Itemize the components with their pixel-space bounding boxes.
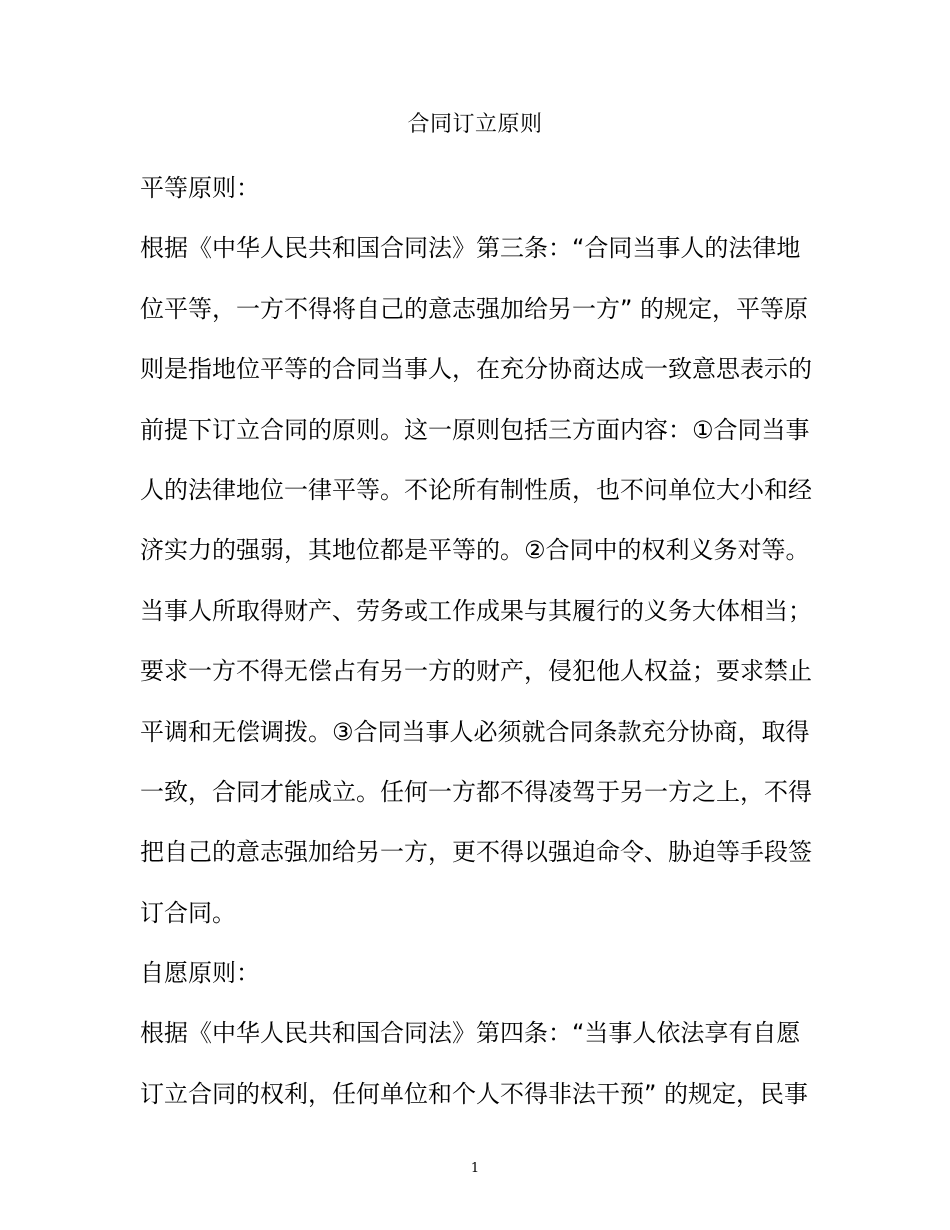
body-line: 济实力的强弱，其地位都是平等的。②合同中的权利义务对等。 bbox=[140, 536, 810, 565]
body-line: 则是指地位平等的合同当事人，在充分协商达成一致意思表示的 bbox=[140, 355, 812, 384]
body-line: 订立合同的权利，任何单位和个人不得非法干预” 的规定，民事 bbox=[140, 1079, 809, 1108]
section-heading-voluntariness: 自愿原则： bbox=[140, 959, 260, 988]
page-number: 1 bbox=[470, 1161, 480, 1176]
body-line: 前提下订立合同的原则。这一原则包括三方面内容：①合同当事 bbox=[140, 415, 810, 444]
body-line: 订合同。 bbox=[140, 898, 236, 927]
body-line: 一致，合同才能成立。任何一方都不得凌驾于另一方之上，不得 bbox=[140, 777, 812, 806]
body-line: 平调和无偿调拨。③合同当事人必须就合同条款充分协商，取得 bbox=[140, 717, 810, 746]
body-line: 位平等，一方不得将自己的意志强加给另一方” 的规定，平等原 bbox=[140, 294, 809, 323]
body-line: 当事人所取得财产、劳务或工作成果与其履行的义务大体相当； bbox=[140, 596, 812, 625]
body-line: 人的法律地位一律平等。不论所有制性质，也不问单位大小和经 bbox=[140, 475, 812, 504]
body-line: 根据《中华人民共和国合同法》第三条：“合同当事人的法律地 bbox=[140, 234, 801, 263]
section-heading-equality: 平等原则： bbox=[140, 174, 260, 202]
document-body bbox=[140, 158, 820, 1124]
body-line: 根据《中华人民共和国合同法》第四条：“当事人依法享有自愿 bbox=[140, 1019, 801, 1048]
body-line: 要求一方不得无偿占有另一方的财产，侵犯他人权益；要求禁止 bbox=[140, 657, 812, 686]
document-title: 合同订立原则 bbox=[407, 112, 543, 137]
body-line: 把自己的意志强加给另一方，更不得以强迫命令、胁迫等手段签 bbox=[140, 838, 812, 867]
